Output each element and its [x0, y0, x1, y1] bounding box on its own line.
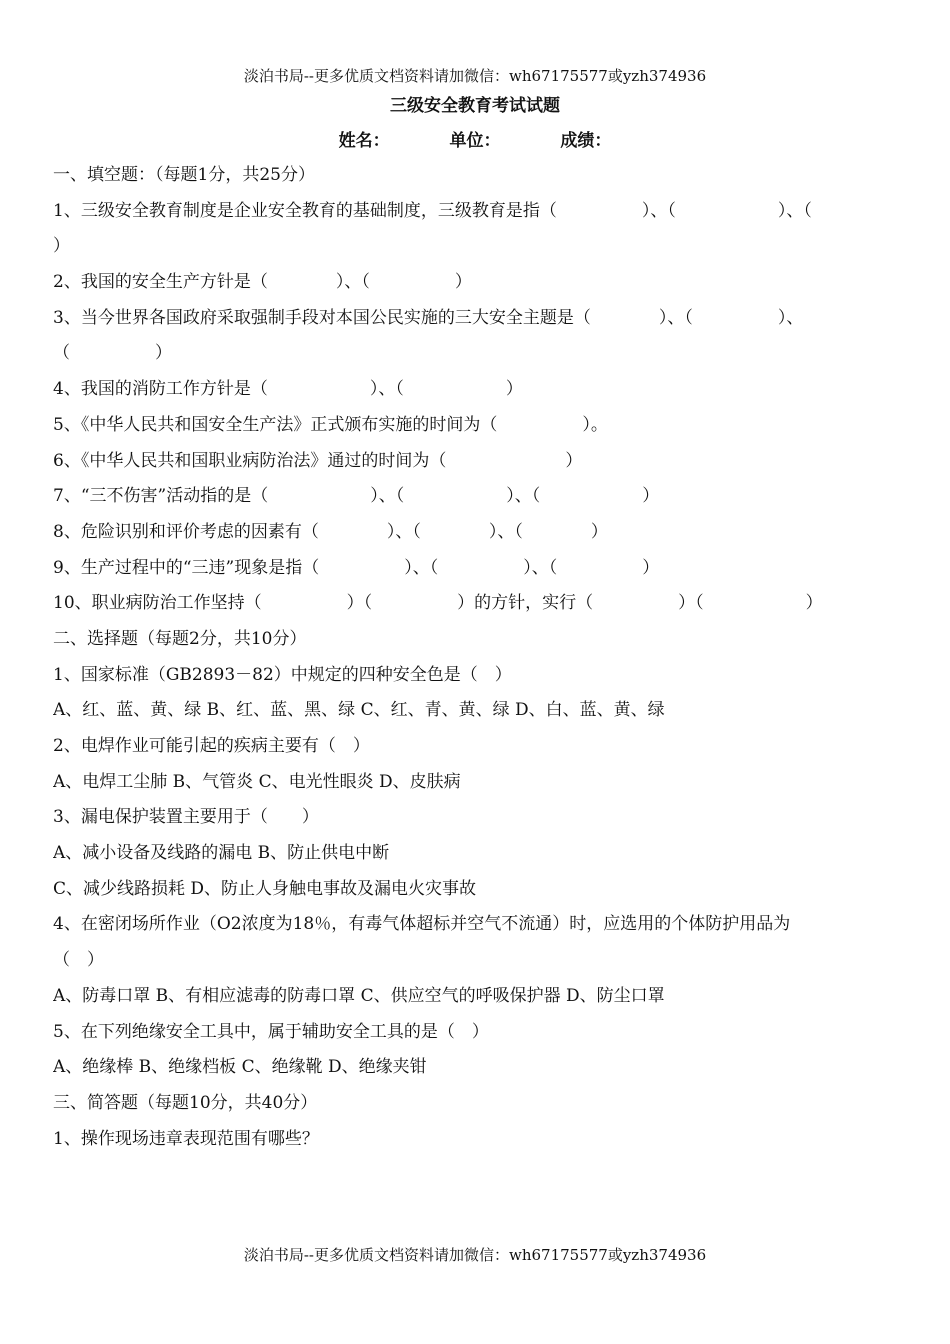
question-line: 3、漏电保护装置主要用于（ ）: [53, 807, 319, 828]
question-line: 3、当今世界各国政府采取强制手段对本国公民实施的三大安全主题是（ ）、（ ）、: [53, 307, 804, 328]
name-field-label: 姓名：: [338, 131, 390, 151]
question-line: 2、我国的安全生产方针是（ ）、（ ）: [53, 272, 472, 293]
question-line: 4、我国的消防工作方针是（ ）、（ ）: [53, 379, 523, 400]
question-line: 1、国家标准（GB2893－82）中规定的四种安全色是（ ）: [53, 664, 512, 685]
question-line: 9、生产过程中的“三违”现象是指（ ）、（ ）、（ ）: [53, 557, 660, 578]
question-line: 4、在密闭场所作业（O2浓度为18％，有毒气体超标并空气不流通）时，应选用的个体防护用品为: [53, 914, 791, 935]
question-line: 5、《中华人民共和国安全生产法》正式颁布实施的时间为（ ）。: [53, 414, 608, 435]
question-line: 5、在下列绝缘安全工具中，属于辅助安全工具的是（ ）: [53, 1021, 489, 1042]
question-line: 1、三级安全教育制度是企业安全教育的基础制度，三级教育是指（ ）、（ ）、（: [53, 200, 812, 221]
question-line: 10、职业病防治工作坚持（ ）（ ）的方针，实行（ ）（ ）: [53, 593, 823, 614]
options-line: A、绝缘棒 B、绝缘档板 C、绝缘靴 D、绝缘夹钳: [53, 1057, 427, 1078]
section-heading-short-answer: 三、简答题（每题10分，共40分）: [53, 1092, 318, 1113]
question-line: （ ）: [53, 950, 104, 971]
question-line: （ ）: [53, 343, 172, 364]
section-heading-fill-in: 一、填空题：（每题1分，共25分）: [53, 165, 315, 185]
page-header: 淡泊书局--更多优质文档资料请加微信：wh67175577或yzh374936: [243, 67, 707, 85]
question-line: ）: [53, 236, 70, 257]
score-field-label: 成绩：: [560, 131, 612, 151]
page-title: 三级安全教育考试试题: [390, 96, 560, 116]
unit-field-label: 单位：: [449, 131, 501, 151]
options-line: A、电焊工尘肺 B、气管炎 C、电光性眼炎 D、皮肤病: [53, 771, 461, 792]
options-line: C、减少线路损耗 D、防止人身触电事故及漏电火灾事故: [53, 878, 477, 899]
page-footer: 淡泊书局--更多优质文档资料请加微信：wh67175577或yzh374936: [243, 1246, 707, 1264]
options-line: A、红、蓝、黄、绿 B、红、蓝、黑、绿 C、红、青、黄、绿 D、白、蓝、黄、绿: [53, 700, 665, 721]
options-line: A、防毒口罩 B、有相应滤毒的防毒口罩 C、供应空气的呼吸保护器 D、防尘口罩: [53, 985, 665, 1006]
section-heading-choice: 二、选择题（每题2分，共10分）: [53, 628, 307, 649]
question-line: 2、电焊作业可能引起的疾病主要有（ ）: [53, 736, 370, 756]
exam-content: [53, 158, 903, 1157]
question-line: 8、危险识别和评价考虑的因素有（ ）、（ ）、（ ）: [53, 521, 608, 542]
question-line: 7、“三不伤害”活动指的是（ ）、（ ）、（ ）: [53, 486, 660, 507]
question-line: 1、操作现场违章表现范围有哪些？: [53, 1128, 319, 1149]
info-fields: [0, 129, 950, 153]
options-line: A、减小设备及线路的漏电 B、防止供电中断: [53, 843, 390, 864]
question-line: 6、《中华人民共和国职业病防治法》通过的时间为（ ）: [53, 450, 583, 471]
